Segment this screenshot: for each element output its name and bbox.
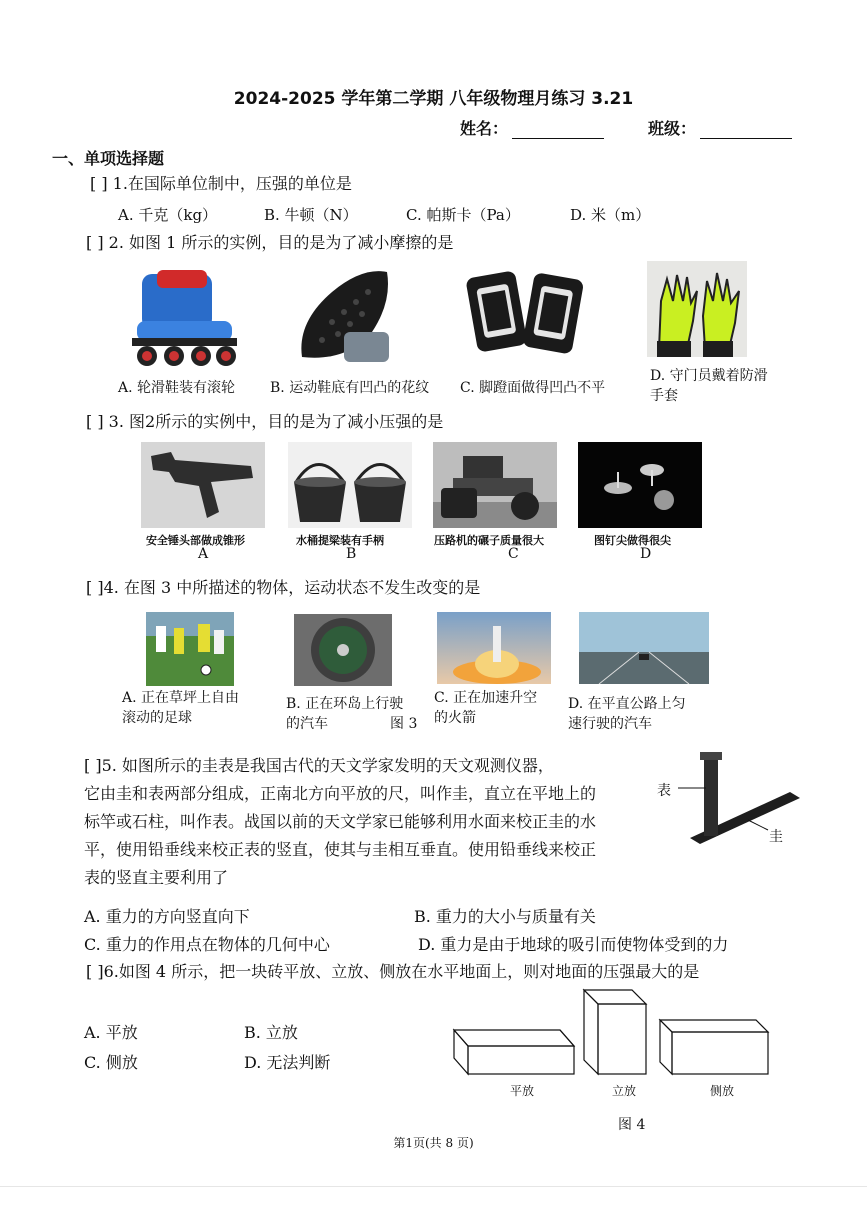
question-1-stem: [ ] 1.在国际单位制中，压强的单位是 xyxy=(90,174,352,193)
safety-hammer-image xyxy=(141,442,265,528)
q2-caption-d: D. 守门员戴着防滑手套 xyxy=(650,368,768,404)
q4-caption-d: D. 在平直公路上匀速行驶的汽车 xyxy=(568,696,686,732)
q3-caption-d: 图钉尖做得很尖 xyxy=(594,534,671,547)
q4-caption-a: A. 正在草坪上自由滚动的足球 xyxy=(122,690,240,726)
thumbtack-image xyxy=(578,442,702,528)
brick-label-flat: 平放 xyxy=(510,1084,535,1098)
rocket-launch-image xyxy=(437,612,551,684)
name-label: 姓名： xyxy=(460,119,509,138)
q4-caption-c: C. 正在加速升空的火箭 xyxy=(434,690,538,726)
q5-option-b: B. 重力的大小与质量有关 xyxy=(414,907,596,926)
q2-caption-c: C. 脚蹬面做得凹凸不平 xyxy=(460,380,606,396)
q5-option-d: D. 重力是由于地球的吸引而使物体受到的力 xyxy=(418,935,729,954)
bricks-figure xyxy=(450,984,776,1080)
water-buckets-image xyxy=(288,442,412,528)
q5-option-a: A. 重力的方向竖直向下 xyxy=(84,907,250,926)
class-field xyxy=(648,116,792,139)
name-blank[interactable] xyxy=(512,120,604,139)
road-roller-image xyxy=(433,442,557,528)
soccer-players-image xyxy=(146,612,234,686)
q5-line-1: [ ]5. 如图所示的圭表是我国古代的天文学家发明的天文观测仪器， xyxy=(84,756,554,775)
q3-letter-d: D xyxy=(640,546,652,562)
q5-line-3: 标竿或石柱，叫作表。战国以前的天文学家已能够利用水面来校正圭的水 xyxy=(84,812,597,831)
bicycle-pedals-image xyxy=(466,264,584,360)
question-2-stem: [ ] 2. 如图 1 所示的实例，目的是为了减小摩擦的是 xyxy=(86,233,454,252)
q2-caption-b: B. 运动鞋底有凹凸的花纹 xyxy=(270,380,430,396)
q6-option-c: C. 侧放 xyxy=(84,1053,138,1072)
label-biao: 表 xyxy=(657,783,671,799)
roundabout-image xyxy=(294,614,392,686)
q6-option-a: A. 平放 xyxy=(84,1023,138,1042)
section-heading: 一、单项选择题 xyxy=(52,149,165,168)
figure-3-label: 图 3 xyxy=(390,716,418,732)
q5-line-2: 它由圭和表两部分组成，正南北方向平放的尺，叫作圭，直立在平地上的 xyxy=(84,784,597,803)
q5-line-4: 平，使用铅垂线来校正表的竖直，使其与圭相互垂直。使用铅垂线来校正 xyxy=(84,840,597,859)
question-5-text xyxy=(84,752,644,892)
label-gui: 圭 xyxy=(769,829,783,845)
q4-caption-b: B. 正在环岛上行驶的汽车 xyxy=(286,696,404,732)
class-blank[interactable] xyxy=(700,120,792,139)
brick-label-side: 侧放 xyxy=(710,1084,735,1098)
question-6-stem: [ ]6.如图 4 所示，把一块砖平放、立放、侧放在水平地面上，则对地面的压强最大的是 xyxy=(86,962,700,981)
highway-car-image xyxy=(579,612,709,684)
q5-line-5: 表的竖直主要利用了 xyxy=(84,868,229,887)
name-field xyxy=(460,116,604,139)
brick-label-standing: 立放 xyxy=(612,1084,637,1098)
q3-caption-c: 压路机的碾子质量很大 xyxy=(434,534,544,547)
q6-option-b: B. 立放 xyxy=(244,1023,298,1042)
page-footer: 第1页(共 8 页) xyxy=(393,1136,474,1150)
q1-option-b: B. 牛顿（N） xyxy=(264,206,358,224)
q1-option-c: C. 帕斯卡（Pa） xyxy=(406,206,520,224)
figure-4-label: 图 4 xyxy=(618,1117,646,1133)
q1-option-d: D. 米（m） xyxy=(570,206,651,224)
q3-letter-b: B xyxy=(346,546,357,562)
q2-caption-a: A. 轮滑鞋装有滚轮 xyxy=(118,380,236,396)
q6-option-d: D. 无法判断 xyxy=(244,1053,331,1072)
sports-shoe-sole-image xyxy=(292,262,396,372)
q1-option-a: A. 千克（kg） xyxy=(118,206,218,224)
q3-letter-a: A xyxy=(198,546,209,562)
question-3-stem: [ ] 3. 图2所示的实例中，目的是为了减小压强的是 xyxy=(86,412,444,431)
class-label: 班级： xyxy=(648,119,697,138)
page-title: 2024-2025 学年第二学期 八年级物理月练习 3.21 xyxy=(233,89,634,109)
q3-letter-c: C xyxy=(508,546,519,562)
question-4-stem: [ ]4. 在图 3 中所描述的物体，运动状态不发生改变的是 xyxy=(86,578,481,597)
inline-skate-image xyxy=(122,266,244,372)
goalkeeper-gloves-image xyxy=(647,261,747,357)
q3-caption-b: 水桶提梁装有手柄 xyxy=(296,534,384,547)
q5-option-c: C. 重力的作用点在物体的几何中心 xyxy=(84,935,330,954)
bottom-divider xyxy=(0,1186,867,1187)
q3-caption-a: 安全锤头部做成锥形 xyxy=(146,534,245,547)
